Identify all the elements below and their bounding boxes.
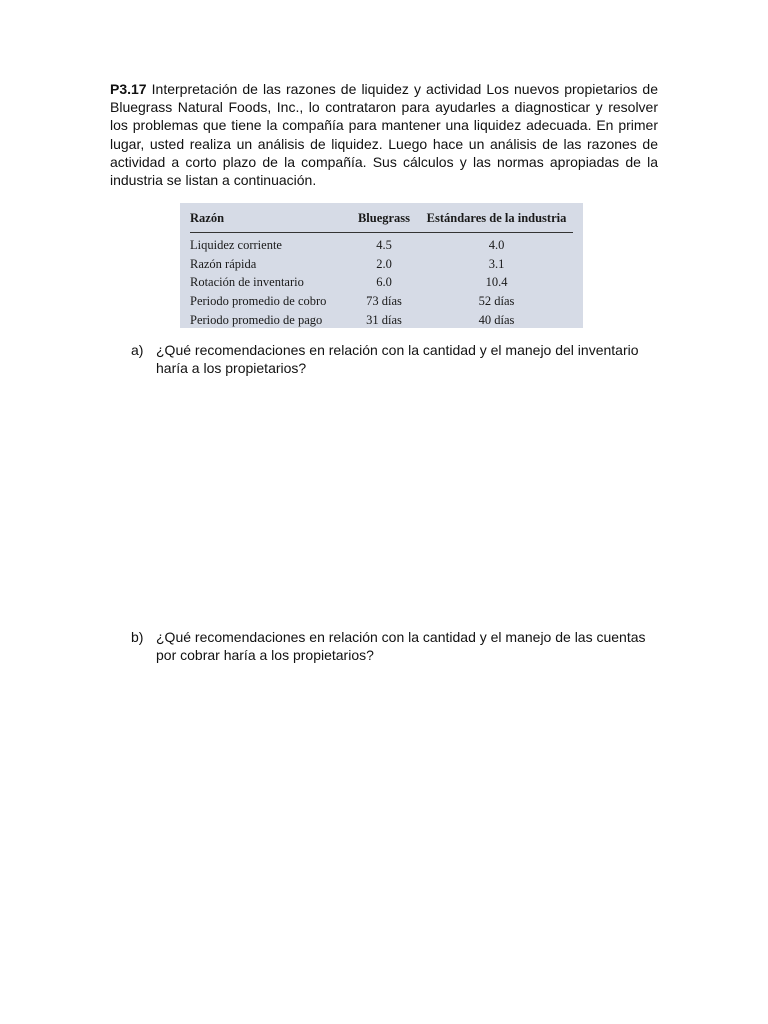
table-row bbox=[190, 311, 573, 330]
problem-id: P3.17 bbox=[110, 81, 147, 97]
industry-value: 4.0 bbox=[488, 238, 505, 253]
problem-statement bbox=[110, 80, 658, 189]
ratio-name: Rotación de inventario bbox=[190, 275, 304, 290]
table-row bbox=[190, 233, 573, 255]
document-page bbox=[110, 80, 658, 664]
bluegrass-value: 31 días bbox=[366, 312, 402, 327]
table-row bbox=[190, 273, 573, 292]
question-letter: b) bbox=[131, 628, 144, 645]
ratio-name: Liquidez corriente bbox=[190, 238, 282, 253]
questions-list bbox=[110, 341, 658, 664]
bluegrass-value: 2.0 bbox=[376, 256, 392, 271]
ratios-table bbox=[190, 211, 573, 329]
question-text: ¿Qué recomendaciones en relación con la cantidad y el manejo de las cuentas por cobrar haría a los propietarios? bbox=[156, 628, 646, 663]
question-letter: a) bbox=[131, 342, 144, 359]
ratio-name: Periodo promedio de cobro bbox=[190, 294, 327, 308]
industry-value: 52 días bbox=[478, 294, 515, 308]
ratio-name: Razón rápida bbox=[190, 256, 257, 271]
table-row bbox=[190, 292, 573, 311]
bluegrass-value: 6.0 bbox=[376, 275, 392, 290]
question-b bbox=[110, 628, 658, 664]
question-text: ¿Qué recomendaciones en relación con la cantidad y el manejo del inventario haría a los propietarios? bbox=[156, 342, 639, 377]
table-row bbox=[190, 255, 573, 274]
industry-value: 10.4 bbox=[485, 275, 508, 290]
header-industria: Estándares de la industria bbox=[420, 211, 573, 233]
ratio-name: Periodo promedio de pago bbox=[190, 312, 323, 327]
question-a bbox=[110, 341, 658, 377]
industry-value: 40 días bbox=[478, 312, 515, 327]
problem-text: Interpretación de las razones de liquidez y actividad Los nuevos propietarios de Bluegrass Natural Foods, Inc., lo contrataron para ayudarles a diagnosticar y resolver los problemas que tiene la compañía para mantener una liquidez adecuada. En primer lugar, usted realiza un análisis de liquidez. Luego hace un análisis de las razones de actividad a corto plazo de la compañía. Sus cálculos y las normas apropiadas de la industria se listan a continuación. bbox=[110, 81, 659, 189]
table-header-row bbox=[190, 211, 573, 233]
ratios-table-panel bbox=[180, 203, 583, 328]
bluegrass-value: 73 días bbox=[366, 294, 402, 308]
header-bluegrass: Bluegrass bbox=[348, 211, 420, 233]
header-razon: Razón bbox=[190, 211, 348, 233]
bluegrass-value: 4.5 bbox=[376, 238, 392, 253]
industry-value: 3.1 bbox=[488, 256, 505, 271]
